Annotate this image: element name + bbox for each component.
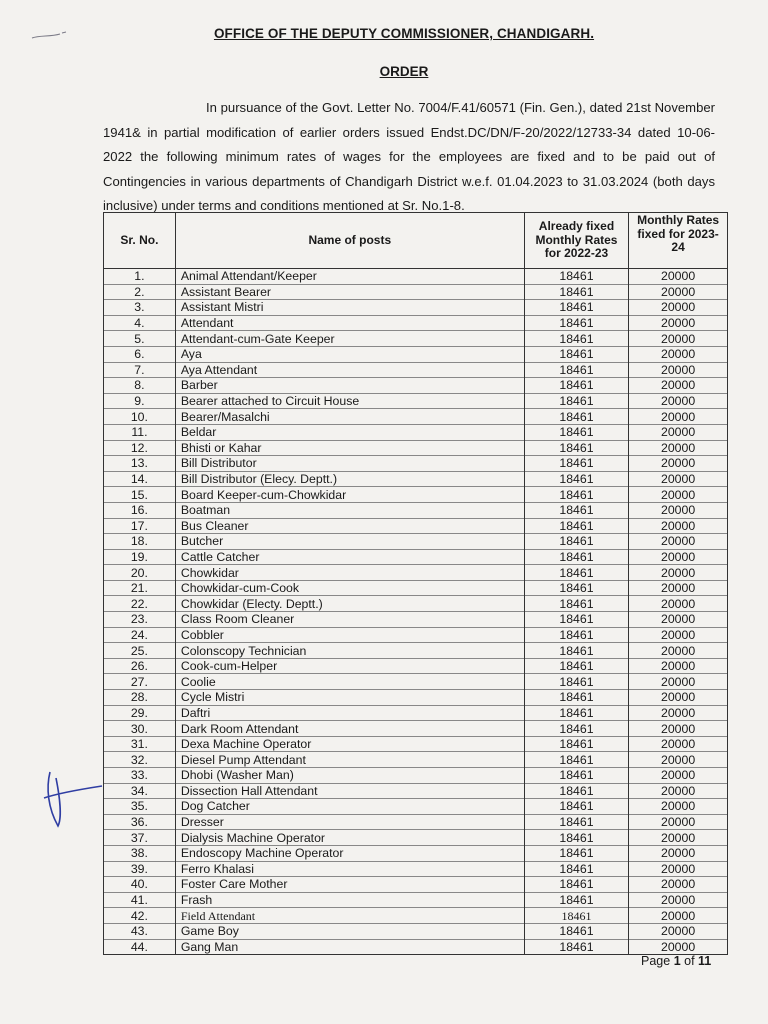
- cell-sr-no: 31.: [104, 736, 176, 752]
- cell-post-name: Beldar: [175, 424, 524, 440]
- table-row: [104, 674, 728, 690]
- cell-rate-2022-23: 18461: [524, 736, 628, 752]
- cell-rate-2023-24: 20000: [629, 393, 728, 409]
- cell-sr-no: 35.: [104, 799, 176, 815]
- cell-post-name: Dhobi (Washer Man): [175, 768, 524, 784]
- table-body: [104, 269, 728, 955]
- cell-sr-no: 13.: [104, 456, 176, 472]
- cell-rate-2022-23: 18461: [524, 892, 628, 908]
- cell-post-name: Boatman: [175, 502, 524, 518]
- cell-sr-no: 14.: [104, 471, 176, 487]
- cell-rate-2022-23: 18461: [524, 456, 628, 472]
- cell-rate-2022-23: 18461: [524, 783, 628, 799]
- cell-rate-2023-24: 20000: [629, 877, 728, 893]
- cell-rate-2023-24: 20000: [629, 269, 728, 285]
- table-row: [104, 845, 728, 861]
- table-row: [104, 892, 728, 908]
- cell-post-name: Cycle Mistri: [175, 690, 524, 706]
- cell-sr-no: 5.: [104, 331, 176, 347]
- cell-sr-no: 29.: [104, 705, 176, 721]
- cell-post-name: Cattle Catcher: [175, 549, 524, 565]
- order-paragraph: In pursuance of the Govt. Letter No. 7004/F.41/60571 (Fin. Gen.), dated 21st November 1941& in partial modification of earlier orders issued Endst.DC/DN/F-20/2022/12733-34 dated 10-06-2022 the following minimum rates of wages for the employees are fixed and to be paid out of Contingencies in various departments of Chandigarh District w.e.f. 01.04.2023 to 31.03.2024 (both days inclusive) under terms and conditions mentioned at Sr. No.1-8.: [103, 100, 715, 214]
- cell-sr-no: 11.: [104, 424, 176, 440]
- cell-post-name: Game Boy: [175, 923, 524, 939]
- table-row: [104, 908, 728, 924]
- cell-sr-no: 3.: [104, 300, 176, 316]
- cell-sr-no: 2.: [104, 284, 176, 300]
- cell-post-name: Dialysis Machine Operator: [175, 830, 524, 846]
- cell-post-name: Chowkidar-cum-Cook: [175, 580, 524, 596]
- cell-post-name: Aya: [175, 346, 524, 362]
- page-heading: OFFICE OF THE DEPUTY COMMISSIONER, CHANDIGARH.: [213, 26, 595, 41]
- table-row: [104, 690, 728, 706]
- cell-sr-no: 23.: [104, 612, 176, 628]
- cell-rate-2023-24: 20000: [629, 596, 728, 612]
- cell-sr-no: 44.: [104, 939, 176, 955]
- cell-sr-no: 22.: [104, 596, 176, 612]
- cell-sr-no: 36.: [104, 814, 176, 830]
- table-row: [104, 768, 728, 784]
- cell-sr-no: 27.: [104, 674, 176, 690]
- cell-rate-2023-24: 20000: [629, 284, 728, 300]
- cell-post-name: Class Room Cleaner: [175, 612, 524, 628]
- cell-rate-2023-24: 20000: [629, 549, 728, 565]
- cell-rate-2023-24: 20000: [629, 378, 728, 394]
- table-row: [104, 736, 728, 752]
- cell-post-name: Attendant-cum-Gate Keeper: [175, 331, 524, 347]
- cell-sr-no: 30.: [104, 721, 176, 737]
- cell-rate-2022-23: 18461: [524, 409, 628, 425]
- cell-sr-no: 32.: [104, 752, 176, 768]
- cell-rate-2023-24: 20000: [629, 845, 728, 861]
- handwritten-initial-icon: [36, 768, 106, 838]
- cell-rate-2022-23: 18461: [524, 440, 628, 456]
- cell-sr-no: 26.: [104, 658, 176, 674]
- cell-post-name: Gang Man: [175, 939, 524, 955]
- table-row: [104, 534, 728, 550]
- cell-post-name: Daftri: [175, 705, 524, 721]
- cell-rate-2023-24: 20000: [629, 518, 728, 534]
- table-row: [104, 752, 728, 768]
- cell-rate-2022-23: 18461: [524, 284, 628, 300]
- cell-sr-no: 37.: [104, 830, 176, 846]
- cell-rate-2022-23: 18461: [524, 674, 628, 690]
- cell-rate-2023-24: 20000: [629, 939, 728, 955]
- cell-rate-2022-23: 18461: [524, 518, 628, 534]
- cell-rate-2023-24: 20000: [629, 627, 728, 643]
- page-label: Page: [641, 954, 671, 968]
- cell-sr-no: 19.: [104, 549, 176, 565]
- of-label: of: [684, 954, 695, 968]
- cell-post-name: Foster Care Mother: [175, 877, 524, 893]
- cell-rate-2023-24: 20000: [629, 768, 728, 784]
- cell-rate-2022-23: 18461: [524, 315, 628, 331]
- cell-rate-2022-23: 18461: [524, 580, 628, 596]
- table-row: [104, 939, 728, 955]
- table-row: [104, 471, 728, 487]
- cell-sr-no: 24.: [104, 627, 176, 643]
- table-row: [104, 877, 728, 893]
- cell-post-name: Cook-cum-Helper: [175, 658, 524, 674]
- cell-rate-2023-24: 20000: [629, 456, 728, 472]
- header-sr-no: Sr. No.: [104, 213, 176, 269]
- table-row: [104, 409, 728, 425]
- cell-sr-no: 41.: [104, 892, 176, 908]
- cell-rate-2022-23: 18461: [524, 877, 628, 893]
- cell-rate-2022-23: 18461: [524, 362, 628, 378]
- cell-rate-2022-23: 18461: [524, 939, 628, 955]
- cell-sr-no: 28.: [104, 690, 176, 706]
- cell-rate-2023-24: 20000: [629, 690, 728, 706]
- cell-rate-2023-24: 20000: [629, 300, 728, 316]
- cell-rate-2022-23: 18461: [524, 908, 628, 924]
- cell-sr-no: 10.: [104, 409, 176, 425]
- table-row: [104, 627, 728, 643]
- cell-rate-2022-23: 18461: [524, 861, 628, 877]
- cell-sr-no: 8.: [104, 378, 176, 394]
- cell-rate-2022-23: 18461: [524, 814, 628, 830]
- cell-rate-2023-24: 20000: [629, 346, 728, 362]
- cell-post-name: Aya Attendant: [175, 362, 524, 378]
- cell-sr-no: 15.: [104, 487, 176, 503]
- cell-rate-2022-23: 18461: [524, 378, 628, 394]
- cell-rate-2022-23: 18461: [524, 845, 628, 861]
- cell-post-name: Dog Catcher: [175, 799, 524, 815]
- cell-post-name: Dissection Hall Attendant: [175, 783, 524, 799]
- cell-rate-2023-24: 20000: [629, 908, 728, 924]
- cell-post-name: Diesel Pump Attendant: [175, 752, 524, 768]
- cell-rate-2022-23: 18461: [524, 643, 628, 659]
- cell-rate-2022-23: 18461: [524, 752, 628, 768]
- cell-rate-2022-23: 18461: [524, 331, 628, 347]
- cell-rate-2023-24: 20000: [629, 658, 728, 674]
- cell-post-name: Butcher: [175, 534, 524, 550]
- cell-sr-no: 25.: [104, 643, 176, 659]
- cell-post-name: Dark Room Attendant: [175, 721, 524, 737]
- table-row: [104, 487, 728, 503]
- cell-rate-2023-24: 20000: [629, 674, 728, 690]
- header-already-fixed-rates: Already fixed Monthly Rates for 2022-23: [524, 213, 628, 269]
- cell-sr-no: 21.: [104, 580, 176, 596]
- cell-rate-2023-24: 20000: [629, 861, 728, 877]
- cell-rate-2023-24: 20000: [629, 783, 728, 799]
- cell-sr-no: 18.: [104, 534, 176, 550]
- cell-sr-no: 9.: [104, 393, 176, 409]
- cell-rate-2022-23: 18461: [524, 534, 628, 550]
- cell-post-name: Assistant Mistri: [175, 300, 524, 316]
- table-header-row: [104, 213, 728, 269]
- cell-rate-2023-24: 20000: [629, 612, 728, 628]
- table-row: [104, 705, 728, 721]
- table-row: [104, 612, 728, 628]
- cell-rate-2023-24: 20000: [629, 736, 728, 752]
- cell-sr-no: 34.: [104, 783, 176, 799]
- cell-sr-no: 39.: [104, 861, 176, 877]
- cell-rate-2022-23: 18461: [524, 627, 628, 643]
- cell-rate-2022-23: 18461: [524, 471, 628, 487]
- table-row: [104, 721, 728, 737]
- table-row: [104, 596, 728, 612]
- cell-rate-2022-23: 18461: [524, 393, 628, 409]
- cell-post-name: Animal Attendant/Keeper: [175, 269, 524, 285]
- cell-rate-2022-23: 18461: [524, 300, 628, 316]
- table-row: [104, 830, 728, 846]
- table-row: [104, 549, 728, 565]
- cell-rate-2022-23: 18461: [524, 269, 628, 285]
- cell-rate-2023-24: 20000: [629, 440, 728, 456]
- page-number: [641, 954, 711, 968]
- cell-rate-2023-24: 20000: [629, 752, 728, 768]
- cell-rate-2023-24: 20000: [629, 923, 728, 939]
- cell-post-name: Bhisti or Kahar: [175, 440, 524, 456]
- cell-post-name: Ferro Khalasi: [175, 861, 524, 877]
- wage-rates-table: [103, 212, 728, 955]
- cell-rate-2022-23: 18461: [524, 424, 628, 440]
- cell-rate-2023-24: 20000: [629, 331, 728, 347]
- cell-post-name: Bus Cleaner: [175, 518, 524, 534]
- cell-rate-2022-23: 18461: [524, 565, 628, 581]
- cell-rate-2023-24: 20000: [629, 487, 728, 503]
- cell-rate-2023-24: 20000: [629, 721, 728, 737]
- cell-rate-2022-23: 18461: [524, 799, 628, 815]
- cell-rate-2023-24: 20000: [629, 830, 728, 846]
- table-row: [104, 269, 728, 285]
- cell-post-name: Cobbler: [175, 627, 524, 643]
- table-row: [104, 346, 728, 362]
- cell-rate-2022-23: 18461: [524, 690, 628, 706]
- cell-rate-2022-23: 18461: [524, 549, 628, 565]
- table-row: [104, 783, 728, 799]
- table-row: [104, 643, 728, 659]
- cell-rate-2023-24: 20000: [629, 424, 728, 440]
- table-row: [104, 424, 728, 440]
- cell-post-name: Dresser: [175, 814, 524, 830]
- cell-post-name: Colonscopy Technician: [175, 643, 524, 659]
- cell-sr-no: 42.: [104, 908, 176, 924]
- table-row: [104, 300, 728, 316]
- table-row: [104, 284, 728, 300]
- cell-sr-no: 20.: [104, 565, 176, 581]
- cell-rate-2023-24: 20000: [629, 534, 728, 550]
- cell-post-name: Bill Distributor: [175, 456, 524, 472]
- table-row: [104, 362, 728, 378]
- table-row: [104, 923, 728, 939]
- cell-sr-no: 16.: [104, 502, 176, 518]
- cell-post-name: Frash: [175, 892, 524, 908]
- header-monthly-rates-fixed: Monthly Rates fixed for 2023-24: [629, 213, 728, 269]
- table-row: [104, 814, 728, 830]
- cell-post-name: Bearer attached to Circuit House: [175, 393, 524, 409]
- order-title: ORDER: [379, 64, 429, 79]
- cell-sr-no: 17.: [104, 518, 176, 534]
- cell-post-name: Coolie: [175, 674, 524, 690]
- table-row: [104, 502, 728, 518]
- table-row: [104, 565, 728, 581]
- cell-rate-2022-23: 18461: [524, 596, 628, 612]
- cell-post-name: Barber: [175, 378, 524, 394]
- cell-rate-2023-24: 20000: [629, 580, 728, 596]
- table-row: [104, 799, 728, 815]
- table-row: [104, 456, 728, 472]
- table-row: [104, 580, 728, 596]
- cell-post-name: Assistant Bearer: [175, 284, 524, 300]
- cell-rate-2023-24: 20000: [629, 471, 728, 487]
- cell-rate-2022-23: 18461: [524, 830, 628, 846]
- cell-rate-2023-24: 20000: [629, 362, 728, 378]
- cell-rate-2022-23: 18461: [524, 502, 628, 518]
- cell-post-name: Attendant: [175, 315, 524, 331]
- cell-sr-no: 33.: [104, 768, 176, 784]
- table-row: [104, 658, 728, 674]
- table-row: [104, 315, 728, 331]
- cell-rate-2023-24: 20000: [629, 643, 728, 659]
- cell-rate-2023-24: 20000: [629, 892, 728, 908]
- cell-sr-no: 40.: [104, 877, 176, 893]
- table-row: [104, 861, 728, 877]
- cell-rate-2022-23: 18461: [524, 768, 628, 784]
- page-total: 11: [698, 954, 712, 968]
- cell-post-name: Board Keeper-cum-Chowkidar: [175, 487, 524, 503]
- cell-rate-2023-24: 20000: [629, 705, 728, 721]
- cell-rate-2023-24: 20000: [629, 409, 728, 425]
- cell-rate-2023-24: 20000: [629, 565, 728, 581]
- cell-rate-2023-24: 20000: [629, 315, 728, 331]
- cell-post-name: Chowkidar (Electy. Deptt.): [175, 596, 524, 612]
- table-row: [104, 440, 728, 456]
- cell-rate-2022-23: 18461: [524, 705, 628, 721]
- cell-post-name: Bill Distributor (Elecy. Deptt.): [175, 471, 524, 487]
- cell-rate-2022-23: 18461: [524, 658, 628, 674]
- cell-post-name: Endoscopy Machine Operator: [175, 845, 524, 861]
- header-name-of-posts: Name of posts: [175, 213, 524, 269]
- cell-post-name: Bearer/Masalchi: [175, 409, 524, 425]
- cell-post-name: Chowkidar: [175, 565, 524, 581]
- table-row: [104, 378, 728, 394]
- table-row: [104, 331, 728, 347]
- cell-rate-2022-23: 18461: [524, 923, 628, 939]
- cell-sr-no: 12.: [104, 440, 176, 456]
- cell-sr-no: 1.: [104, 269, 176, 285]
- page-current: 1: [673, 954, 681, 968]
- cell-rate-2023-24: 20000: [629, 502, 728, 518]
- cell-rate-2022-23: 18461: [524, 612, 628, 628]
- cell-sr-no: 6.: [104, 346, 176, 362]
- cell-post-name: Field Attendant: [175, 908, 524, 924]
- cell-rate-2022-23: 18461: [524, 721, 628, 737]
- cell-sr-no: 4.: [104, 315, 176, 331]
- cell-sr-no: 43.: [104, 923, 176, 939]
- cell-sr-no: 38.: [104, 845, 176, 861]
- cell-rate-2023-24: 20000: [629, 814, 728, 830]
- cell-rate-2022-23: 18461: [524, 346, 628, 362]
- cell-sr-no: 7.: [104, 362, 176, 378]
- cell-rate-2023-24: 20000: [629, 799, 728, 815]
- table-row: [104, 393, 728, 409]
- table-row: [104, 518, 728, 534]
- cell-post-name: Dexa Machine Operator: [175, 736, 524, 752]
- cell-rate-2022-23: 18461: [524, 487, 628, 503]
